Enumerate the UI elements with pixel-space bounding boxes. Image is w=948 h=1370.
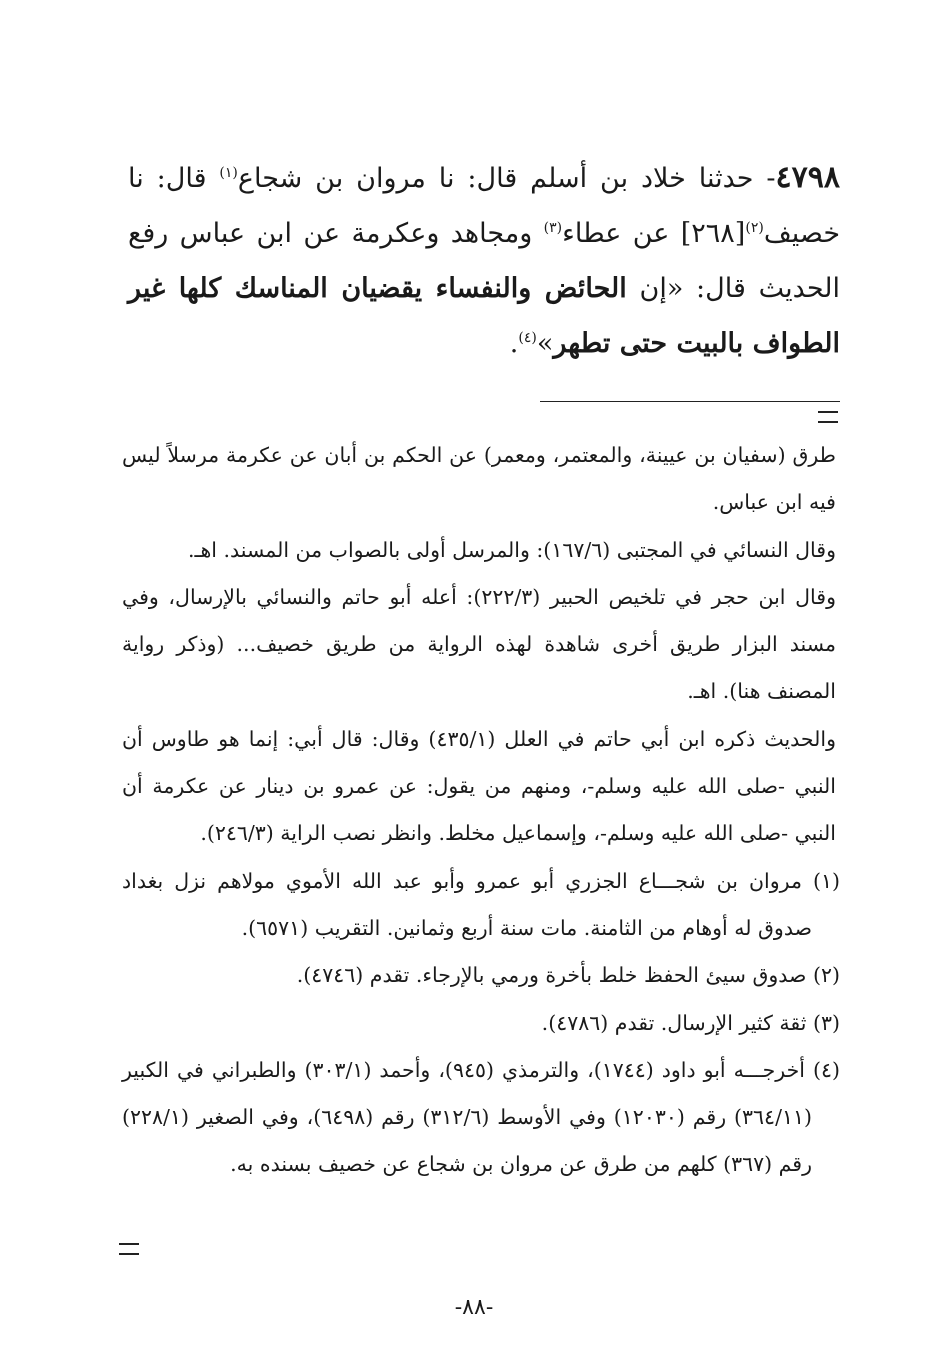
hadith-quote: الحائض والنفساء يقضيان المناسك كلها غير الطواف بالبيت حتى تطهر xyxy=(128,273,840,359)
page-reference: [٢٦٨] xyxy=(680,218,746,249)
end-period: . xyxy=(509,328,519,359)
hadith-text xyxy=(128,150,840,371)
page-number: -٨٨- xyxy=(454,1295,494,1320)
continuation-mark xyxy=(119,1243,139,1255)
footnote-ref: (٤) xyxy=(518,330,537,346)
hadith-text-part: قال: نا خصيف xyxy=(128,163,841,249)
footnote-ref: (٣) xyxy=(543,220,563,236)
footnote-paragraph: والحديث ذكره ابن أبي حاتم في العلل (٤٣٥/١) وقال: قال أبي: إنما هو طاوس أن النبي -صلى الله عليه وسلم-، ومنهم من يقول: عن عمرو بن دينار عن عكرمة أن النبي -صلى الله عليه وسلم-، وإسماعيل مخلط. وانظر نصب الراية (٢٤٦/٣). xyxy=(122,726,836,846)
footnote-paragraph: وقال النسائي في المجتبى (١٦٧/٦): والمرسل أولى بالصواب من المسند. اهـ. xyxy=(187,537,836,562)
hadith-text-part: - حدثنا خلاد بن أسلم قال: نا مروان بن شجاع xyxy=(237,163,776,194)
footnote-separator xyxy=(540,401,840,402)
hadith-number: ٤٧٩٨ xyxy=(775,160,840,195)
hadith-text-part: ومجاهد وعكرمة عن ابن عباس رفع الحديث قال: «إن xyxy=(128,218,840,304)
continuation-mark xyxy=(818,411,838,423)
footnote-2: (٢) صدوق سيئ الحفظ خلط بأخرة ورمي بالإرجاء. تقدم (٤٧٤٦). xyxy=(296,963,840,988)
footnote-ref: (٢) xyxy=(745,220,764,236)
footnote-3: (٣) ثقة كثير الإرسال. تقدم (٤٧٨٦). xyxy=(541,1010,840,1035)
footnote-ref: (١) xyxy=(219,165,238,181)
footnote-paragraph: وقال ابن حجر في تلخيص الحبير (٢٢٢/٣): أعله أبو حاتم والنسائي بالإرسال، وفي مسند البزار طريق أخرى شاهدة لهذه الرواية من طريق خصيف... (وذكر رواية المصنف هنا). اهـ. xyxy=(122,584,836,704)
footnote-continuation: طرق (سفيان بن عيينة، والمعتمر، ومعمر) عن الحكم بن أبان عن عكرمة مرسلاً ليس فيه ابن عباس. xyxy=(122,443,836,515)
hadith-text-part: عن عطاء xyxy=(562,218,681,249)
footnote-1: (١) مروان بن شجـــاع الجزري أبو عمرو وأبو عبد الله الأموي مولاهم نزل بغداد صدوق له أوهام من الثامنة. مات سنة أربع وثمانين. التقريب (٦٥٧١). xyxy=(122,868,840,940)
footnotes-section xyxy=(122,432,840,1189)
footnote-4: (٤) أخرجـــه أبو داود (١٧٤٤)، والترمذي (٩٤٥)، وأحمد (٣٠٣/١) والطبراني في الكبير (٣٦٤/١١) رقم (١٢٠٣٠) وفي الأوسط (٣١٢/٦) رقم (٦٤٩٨)، وفي الصغير (٢٢٨/١) رقم (٣٦٧) كلهم من طرق عن مروان بن شجاع عن خصيف بسنده به. xyxy=(122,1057,840,1177)
quote-close: » xyxy=(536,328,554,359)
